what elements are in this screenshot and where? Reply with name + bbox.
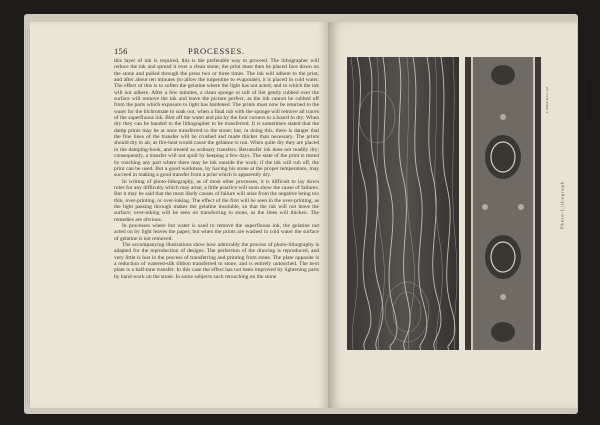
bookmark-ribbon [586, 80, 592, 120]
paragraph: In writing of photo-lithography, as of most other processes, it is difficult to lay down rules for any difficulty which may arise; a little practice will soon show the cause of failures. But it may be said that the most likely causes of failure will arise from the negative being too thin, over-printing, or over-inking. The effect of the first will be seen in the over-printing, as the light passing through makes the gelatine insoluble, so that the ink will not leave the surface; over-inking will be seen on transferring to stone, as the lines will thicken. The remedies are obvious. [114, 178, 319, 223]
page-header [114, 46, 319, 58]
body-text [114, 58, 319, 280]
plate-credit: A. Wilson & Co. Ltd. [545, 86, 549, 114]
paragraph: this layer of ink is required, this is the preferable way to proceed. The lithographer will reduce the ink and spread it over a clean stone; the print must then be placed face down on the stone and pulled through the press two or three times. The ink will adhere to the print, and after about ten minutes (to allow the turpentine to evaporate), it is placed in cold water. The effect of this is to soften the gelatine where the light has not acted, and to which the ink will not adhere. After a few minutes, a clean sponge or tuft of lint gently rubbed over the surface will remove the ink and leave the picture perfect, as the ink cannot be rubbed off from the parts which exposure to light has hardened. The prints must now be returned to the water for the bichromate to soak out, when a final rub with the sponge will remove all traces of the superfluous ink. Blot off the water and pin by the four corners to a board to dry. When dry they can be handed to the lithographer to be transferred. It is sometimes stated that the damp prints may be at once transferred to the stone; but, in doing this, there is danger that the fine lines of the transfer will be crushed and made thicker than necessary. The prints should dry in air, as fire-heat would cause the gelatine to run. When quite dry they are placed in the damping-book, and treated as ordinary transfers. Retransfer ink does not readily dry; consequently, a transfer will not spoil by keeping a few days. The state of the print is tested by touching any part where there may be ink outside the work; if the ink will rub off, the print can be used. But a good workman, by having his stone at the proper temperature, may succeed in making a good transfer from a print which is apparently dry. [114, 58, 319, 179]
plate-watered-silk [347, 57, 459, 350]
paragraph: The accompanying illustrations show how admirably the process of photo-lithography is adapted for the reproduction of designs. The perfection of the drawing is reproduced, and very little is lost in the process of transferring and printing from stone. The plate opposite is a reduction of watered-silk ribbon transferred to stone, and is entirely untouched. The next plate is a half-tone transfer. In this case the effect has not been improved by lightening parts by hand-work on the stone. In some subjects such retouching on the stone [114, 241, 319, 280]
side-caption: Photo-Lithograph [559, 181, 565, 229]
paragraph: In processes where hot water is used to remove the superfluous ink, the gelatine not acted on by light leaves the paper; but when the prints are washed in cold water the surface of gelatine is not removed. [114, 222, 319, 242]
running-head: PROCESSES. [188, 46, 245, 56]
page-number: 156 [114, 46, 128, 56]
plate-ribbon-pattern [465, 57, 541, 350]
